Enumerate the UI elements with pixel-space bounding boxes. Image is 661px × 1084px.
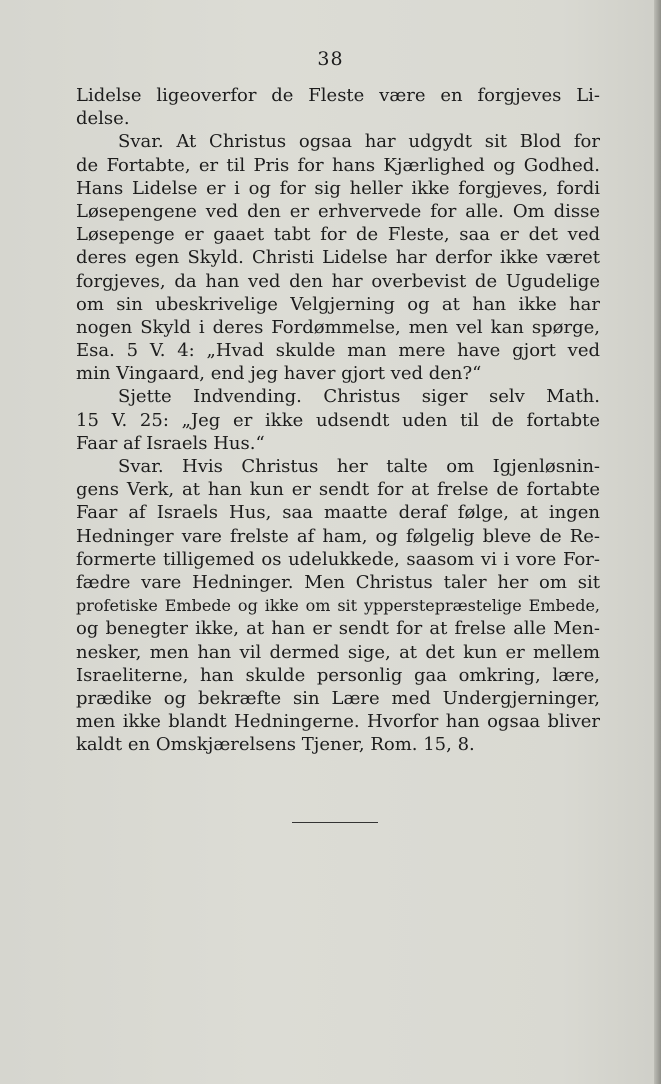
page-edge <box>654 0 661 1084</box>
text-line: de Fortabte, er til Pris for hans Kjærlighed og Godhed. <box>76 154 600 176</box>
text-line: Hans Lidelse er i og for sig heller ikke forgjeves, fordi <box>76 177 600 199</box>
text-line: formerte tilligemed os udelukkede, saasom vi i vore For- <box>76 548 600 570</box>
text-line: deres egen Skyld. Christi Lidelse har derfor ikke været <box>76 247 600 269</box>
text-line: nogen Skyld i deres Fordømmelse, men vel kan spørge, <box>76 316 600 338</box>
text-line: kaldt en Omskjærelsens Tjener, Rom. 15, 8. <box>76 734 475 756</box>
text-line: fædre vare Hedninger. Men Christus taler her om sit <box>76 571 600 593</box>
page-number: 38 <box>317 48 344 70</box>
text-line: Lidelse ligeoverfor de Fleste være en forgjeves Li- <box>76 85 600 106</box>
text-line: 15 V. 25: „Jeg er ikke udsendt uden til de fortabte <box>76 409 600 431</box>
text-line: Svar. At Christus ogsaa har udgydt sit Blod for <box>118 131 600 153</box>
text-line: Faar af Israels Hus.“ <box>76 432 265 454</box>
text-line: profetiske Embede og ikke om sit ypperstepræstelige Embede, <box>76 596 600 616</box>
text-line: men ikke blandt Hedningerne. Hvorfor han ogsaa bliver <box>76 711 600 733</box>
text-line: Israeliterne, han skulde personlig gaa omkring, lære, <box>76 664 600 686</box>
text-line: delse. <box>76 108 130 130</box>
text-line: nesker, men han vil dermed sige, at det kun er mellem <box>76 641 600 663</box>
text-line: om sin ubeskrivelige Velgjerning og at han ikke har <box>76 293 600 315</box>
text-line: Hedninger vare frelste af ham, og følgelig bleve de Re- <box>76 525 600 547</box>
section-divider <box>292 822 378 823</box>
text-line: gens Verk, at han kun er sendt for at frelse de fortabte <box>76 479 600 501</box>
text-line: Esa. 5 V. 4: „Hvad skulde man mere have gjort ved <box>76 340 600 362</box>
text-line: Svar. Hvis Christus her talte om Igjenløsnin- <box>118 456 600 477</box>
text-line: prædike og bekræfte sin Lære med Undergjerninger, <box>76 687 600 709</box>
text-line: Løsepenge er gaaet tabt for de Fleste, saa er det ved <box>76 224 600 246</box>
text-line: og benegter ikke, at han er sendt for at frelse alle Men- <box>76 618 600 640</box>
body-text <box>76 84 600 756</box>
text-line: Faar af Israels Hus, saa maatte deraf følge, at ingen <box>76 502 600 524</box>
text-line: Sjette Indvending. Christus siger selv Math. <box>118 386 600 408</box>
text-line: Løsepengene ved den er erhvervede for alle. Om disse <box>76 200 600 222</box>
text-line: min Vingaard, end jeg haver gjort ved den?“ <box>76 363 482 385</box>
text-line: forgjeves, da han ved den har overbevist de Ugudelige <box>76 270 600 292</box>
